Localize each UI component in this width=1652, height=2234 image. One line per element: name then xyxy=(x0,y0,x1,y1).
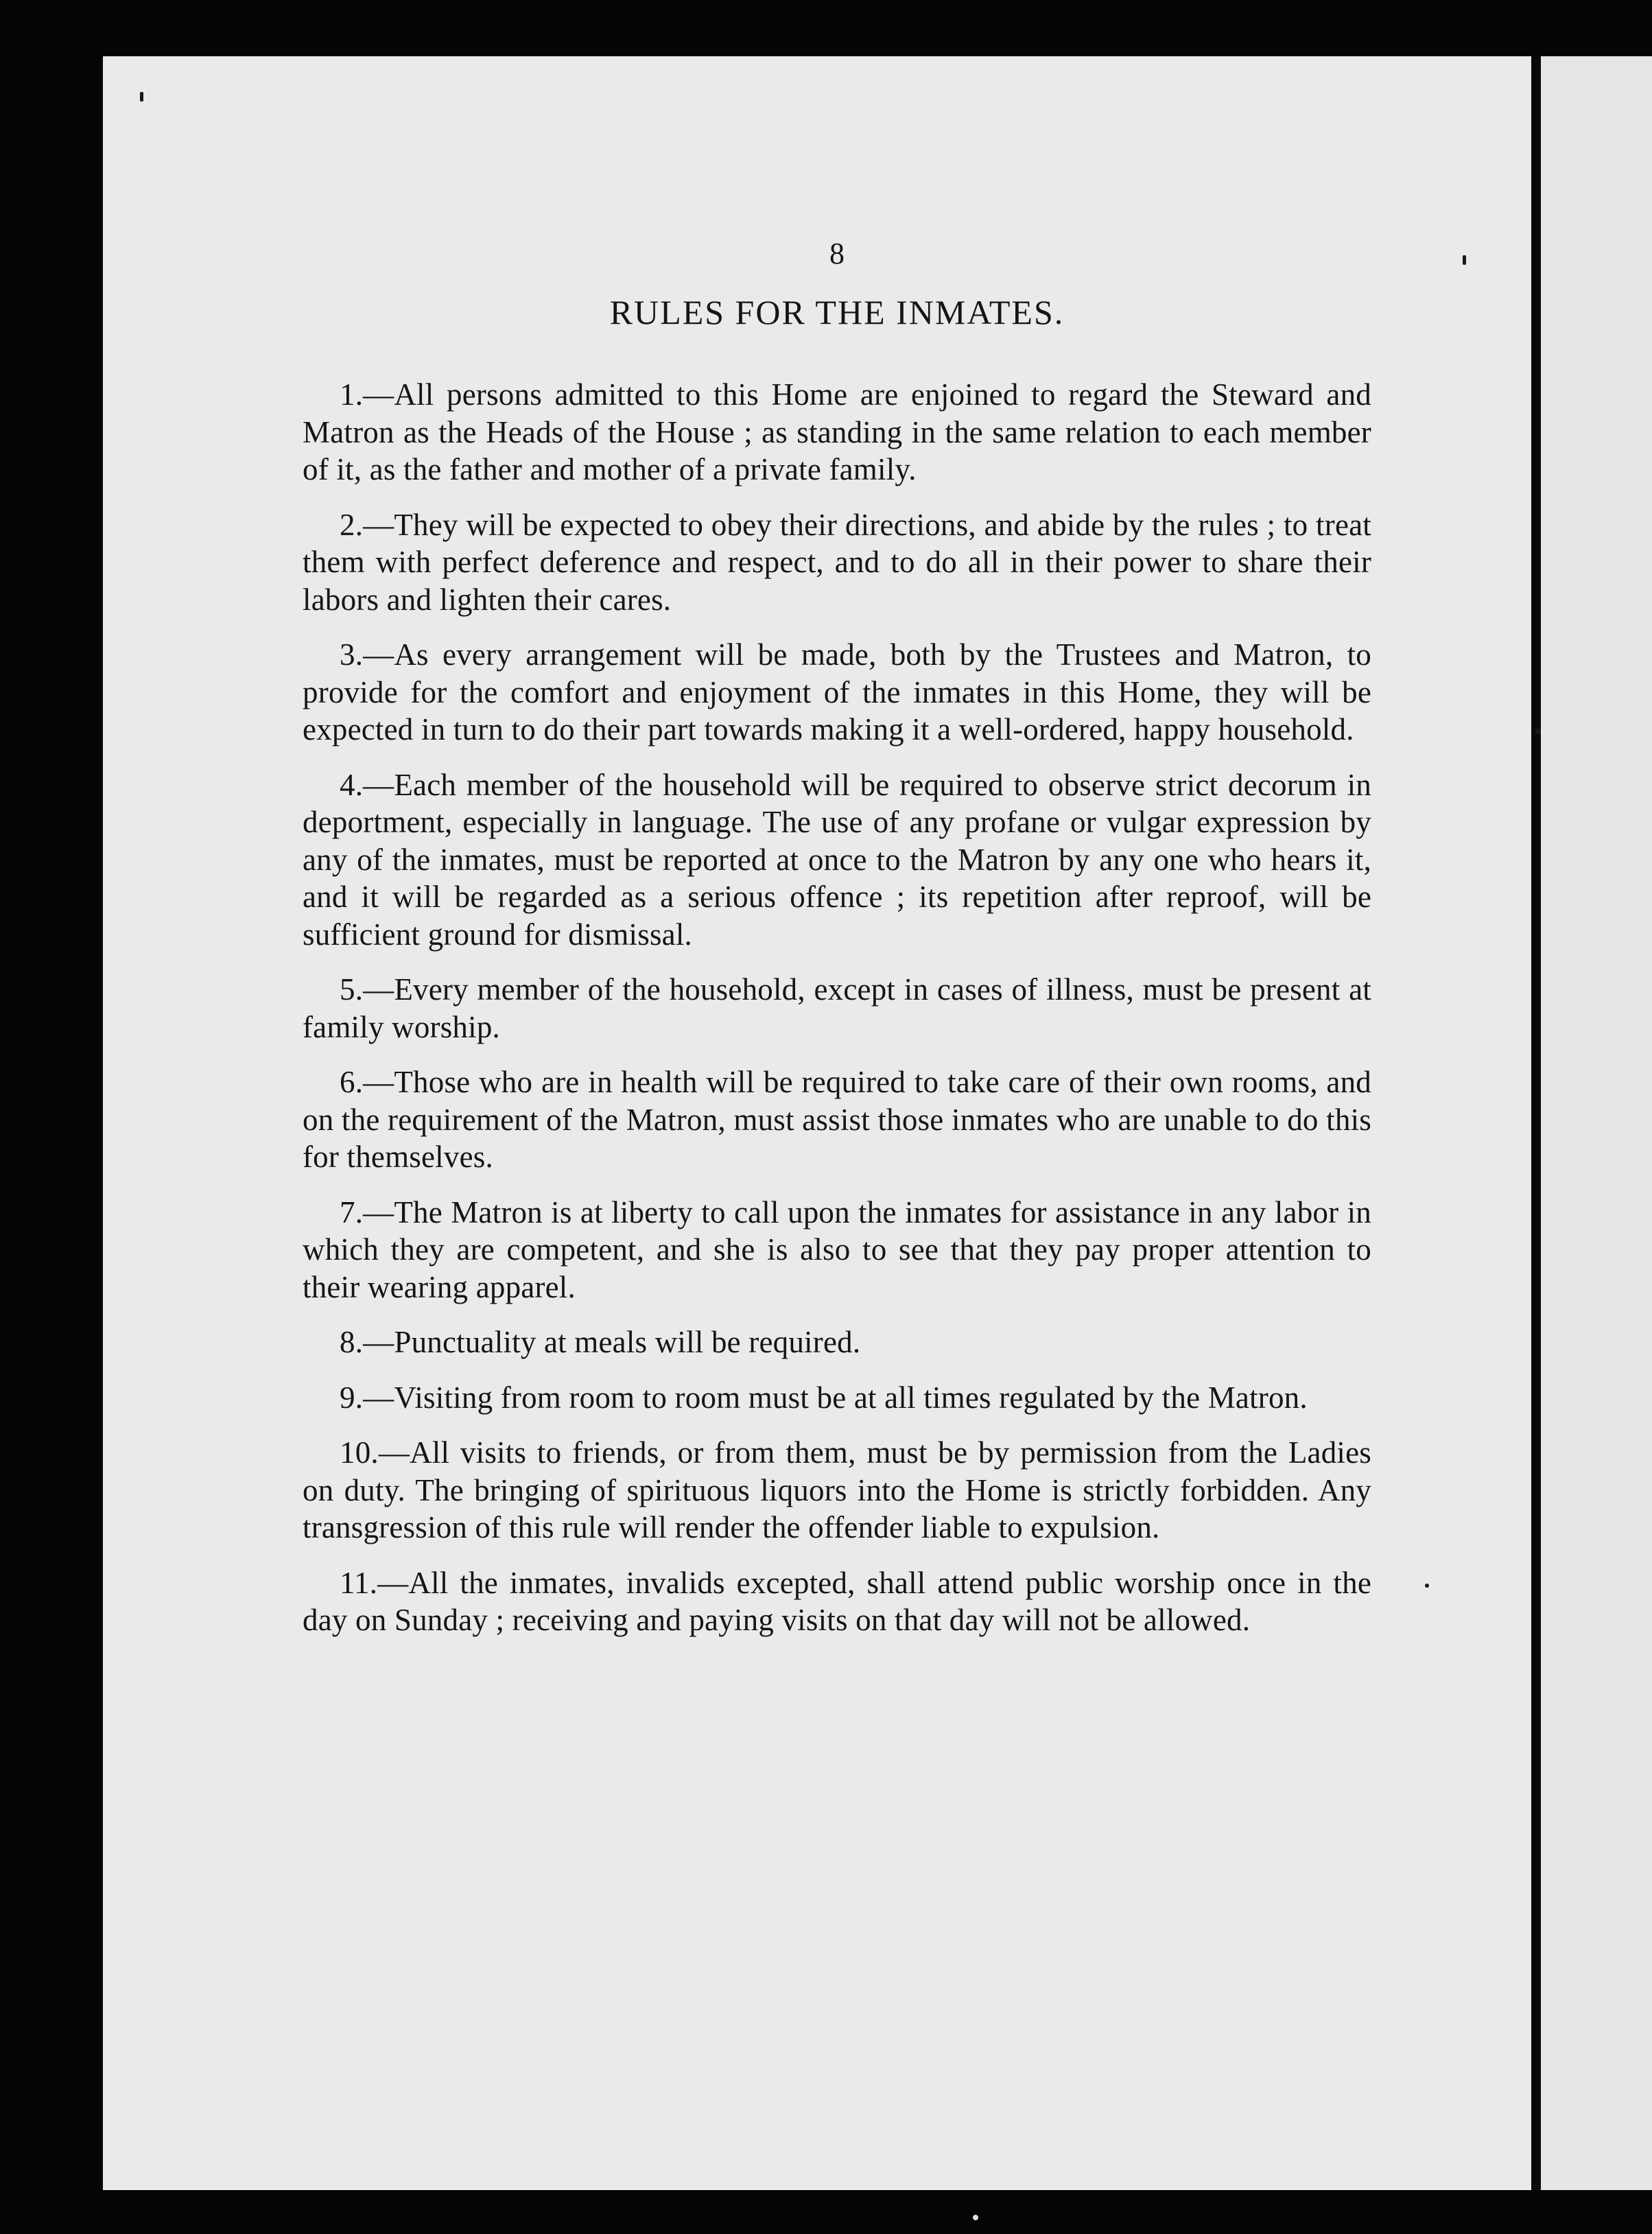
scan-speck xyxy=(1463,255,1466,265)
page-binding-edge xyxy=(1531,56,1541,2190)
rule-11: 11.—All the inmates, invalids excepted, shall attend public worship once in the day on Sunday ; receiving and paying visits on that day will not be allowed. xyxy=(303,1565,1371,1637)
scan-speck xyxy=(140,92,143,102)
page-number: 8 xyxy=(829,237,845,270)
rule-6: 6.—Those who are in health will be required to take care of their own rooms, and on the requirement of the Matron, must assist those inmates who are unable to do this for themselves. xyxy=(303,1065,1371,1174)
rule-2: 2.—They will be expected to obey their directions, and abide by the rules ; to treat them with perfect deference and respect, and to do all in their power to share their labors and lighten their cares. xyxy=(303,507,1371,617)
rule-8: 8.—Punctuality at meals will be required. xyxy=(340,1325,861,1359)
rule-5: 5.—Every member of the household, except in cases of illness, must be present at family worship. xyxy=(303,972,1371,1044)
rule-9: 9.—Visiting from room to room must be at all times regulated by the Matron. xyxy=(340,1380,1308,1415)
page-title: RULES FOR THE INMATES. xyxy=(609,293,1065,331)
rule-7: 7.—The Matron is at liberty to call upon the inmates for assistance in any labor in which they are competent, and she is also to see that they pay proper attention to their wearing apparel. xyxy=(303,1195,1371,1304)
scan-speck xyxy=(1425,1584,1429,1588)
rule-4: 4.—Each member of the household will be required to observe strict decorum in deportment, especially in language. The use of any profane or vulgar expression by any of the inmates, must be reported at once to the Matron by any one who hears it, and it will be regarded as a serious offence ; its repetition after reproof, will be sufficient ground for dismissal. xyxy=(303,767,1371,952)
rule-1: 1.—All persons admitted to this Home are enjoined to regard the Steward and Matron as the Heads of the House ; as standing in the same relation to each member of it, as the father and mother of a private family. xyxy=(303,377,1371,486)
adjacent-page-edge xyxy=(1541,56,1652,2190)
rule-3: 3.—As every arrangement will be made, both by the Trustees and Matron, to provide for the comfort and enjoyment of the inmates in this Home, they will be expected in turn to do their part towards making it a well-ordered, happy household. xyxy=(303,637,1371,746)
scan-speck xyxy=(1535,729,1541,734)
scan-speck xyxy=(973,2215,978,2220)
rule-10: 10.—All visits to friends, or from them, must be by permission from the Ladies on duty. The bringing of spirituous liquors into the Home is strictly forbidden. Any transgression of this rule will render the offender liable to expulsion. xyxy=(303,1435,1371,1544)
page-content xyxy=(303,233,1371,1657)
